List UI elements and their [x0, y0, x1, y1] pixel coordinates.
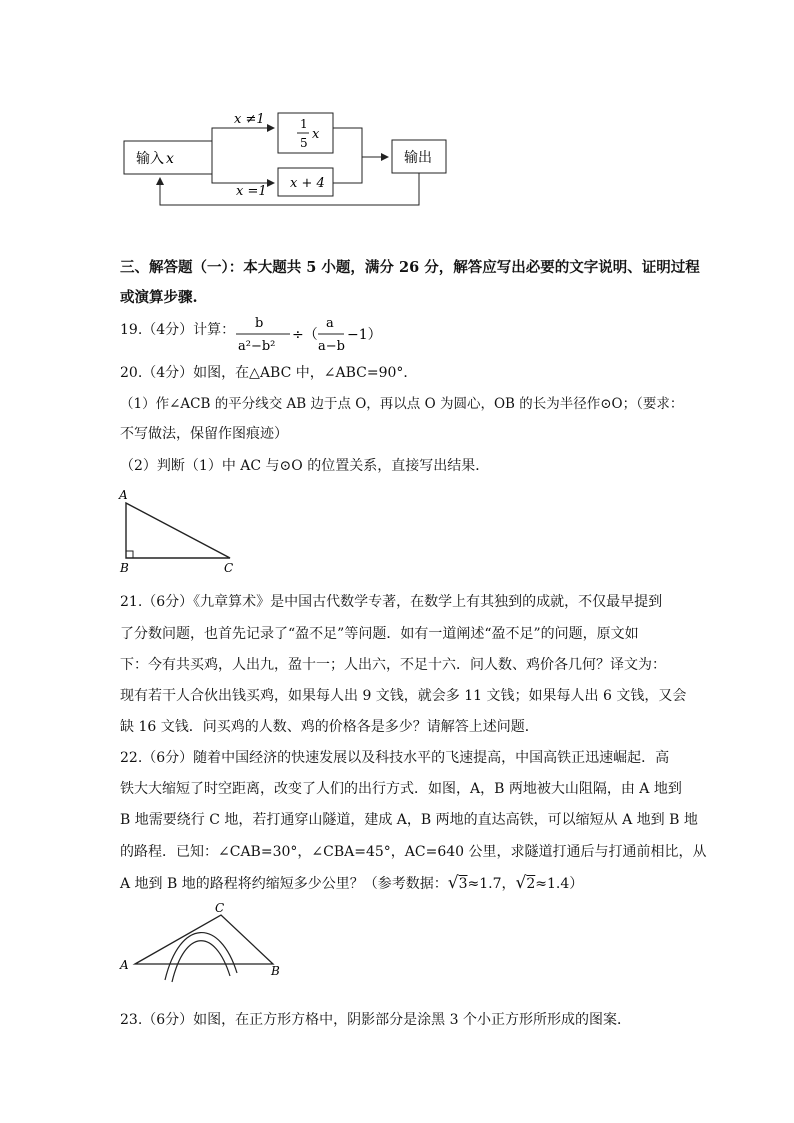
q21-line4: 现有若干人合伙出钱买鸡，如果每人出 9 文钱，就会多 11 文钱；如果每人出 6 文钱，又会: [120, 688, 687, 704]
right-angle-mark: [126, 551, 133, 558]
q19-prefix: 19.（4分）计算：: [120, 322, 236, 338]
q19-formula: [234, 312, 394, 356]
q22-line5-pre: A 地到 B 地的路程将约缩短多少公里？（参考数据：: [120, 876, 448, 892]
q23-line1: 23.（6分）如图，在正方形方格中，阴影部分是涂黑 3 个小正方形所形成的图案．: [120, 1012, 631, 1028]
section-heading-line1: 三、解答题（一）：本大题共 5 小题，满分 26 分，解答应写出必要的文字说明、证明过程: [120, 259, 700, 276]
plus4-label: x + 4: [290, 176, 325, 191]
input-label: 输入: [136, 151, 164, 167]
cond-bottom: x =1: [236, 184, 267, 199]
q19-f2-num: a: [326, 316, 334, 331]
merge-top: [333, 128, 362, 157]
label-a: A: [120, 958, 129, 972]
branch-bottom: [212, 157, 274, 183]
q21-line2: 了分数问题，也首先记录了“盈不足”等问题．如有一道阐述“盈不足”的问题，原文如: [120, 626, 639, 642]
label-c: C: [224, 561, 234, 575]
q22-line1: 22.（6分）随着中国经济的快速发展以及科技水平的飞速提高，中国高铁正迅速崛起．高: [120, 750, 670, 766]
output-label: 输出: [404, 150, 432, 166]
label-b: B: [120, 561, 129, 575]
label-c: C: [215, 901, 225, 915]
sqrt3-value: 3: [458, 876, 468, 892]
mountain-arc-inner: [172, 941, 230, 982]
q22-mountain-figure: [110, 898, 300, 983]
q19-f2-den: a−b: [318, 339, 345, 354]
q21-line3: 下：今有共买鸡，人出九，盈十一；人出六，不足十六．问人数、鸡价各几何？译文为：: [120, 657, 666, 673]
triangle-abc: [126, 503, 230, 558]
q22-line2: 铁大大缩短了时空距离，改变了人们的出行方式．如图，A，B 两地被大山阻隔，由 A 地到: [120, 781, 682, 797]
frac-var: x: [312, 127, 320, 142]
q22-line4: 的路程．已知：∠CAB=30°，∠CBA=45°，AC=640 公里，求隧道打通后与打通前相比，从: [120, 844, 707, 860]
q19-f1-den: a²−b²: [238, 339, 276, 354]
section-heading-line2: 或演算步骤.: [120, 289, 198, 306]
q22-line5: [120, 873, 583, 894]
q22-line3: B 地需要绕行 C 地，若打通穿山隧道，建成 A，B 两地的直达高铁，可以缩短从 A 地到 B 地: [120, 812, 698, 828]
q19-f1-num: b: [255, 316, 264, 331]
sqrt-sign: √: [515, 873, 527, 893]
input-var: x: [166, 151, 174, 167]
label-a: A: [119, 488, 128, 502]
q20-line2: （1）作∠ACB 的平分线交 AB 边于点 O，再以点 O 为圆心，OB 的长为半径作⊙O；（要求：: [120, 396, 684, 412]
frac-den: 5: [300, 136, 308, 150]
q19-tail: −1）: [347, 327, 382, 343]
sqrt2-value: 2: [526, 876, 536, 892]
merge-bottom: [333, 157, 362, 183]
branch-top: [212, 128, 274, 157]
q19-div: ÷（: [292, 327, 318, 343]
q20-line3: 不写做法，保留作图痕迹）: [120, 426, 288, 442]
approx-2: ≈1.4）: [535, 876, 584, 892]
q21-line1: 21.（6分）《九章算术》是中国古代数学专著，在数学上有其独到的成就，不仅最早提到: [120, 594, 663, 610]
label-b: B: [271, 964, 280, 978]
frac-num: 1: [300, 117, 308, 131]
sqrt-sign: √: [447, 873, 459, 893]
q21-line5: 缺 16 文钱．问买鸡的人数、鸡的价格各是多少？请解答上述问题．: [120, 719, 539, 735]
q20-triangle-figure: [110, 485, 250, 577]
flowchart: [0, 0, 794, 230]
cond-top: x ≠1: [234, 112, 265, 127]
triangle-acb: [135, 915, 273, 964]
q20-line4: （2）判断（1）中 AC 与⊙O 的位置关系，直接写出结果．: [120, 458, 490, 474]
mountain-arc-outer: [165, 933, 237, 980]
approx-1: ≈1.7，: [467, 876, 516, 892]
q20-line1: 20.（4分）如图，在△ABC 中，∠ABC=90°．: [120, 365, 418, 381]
